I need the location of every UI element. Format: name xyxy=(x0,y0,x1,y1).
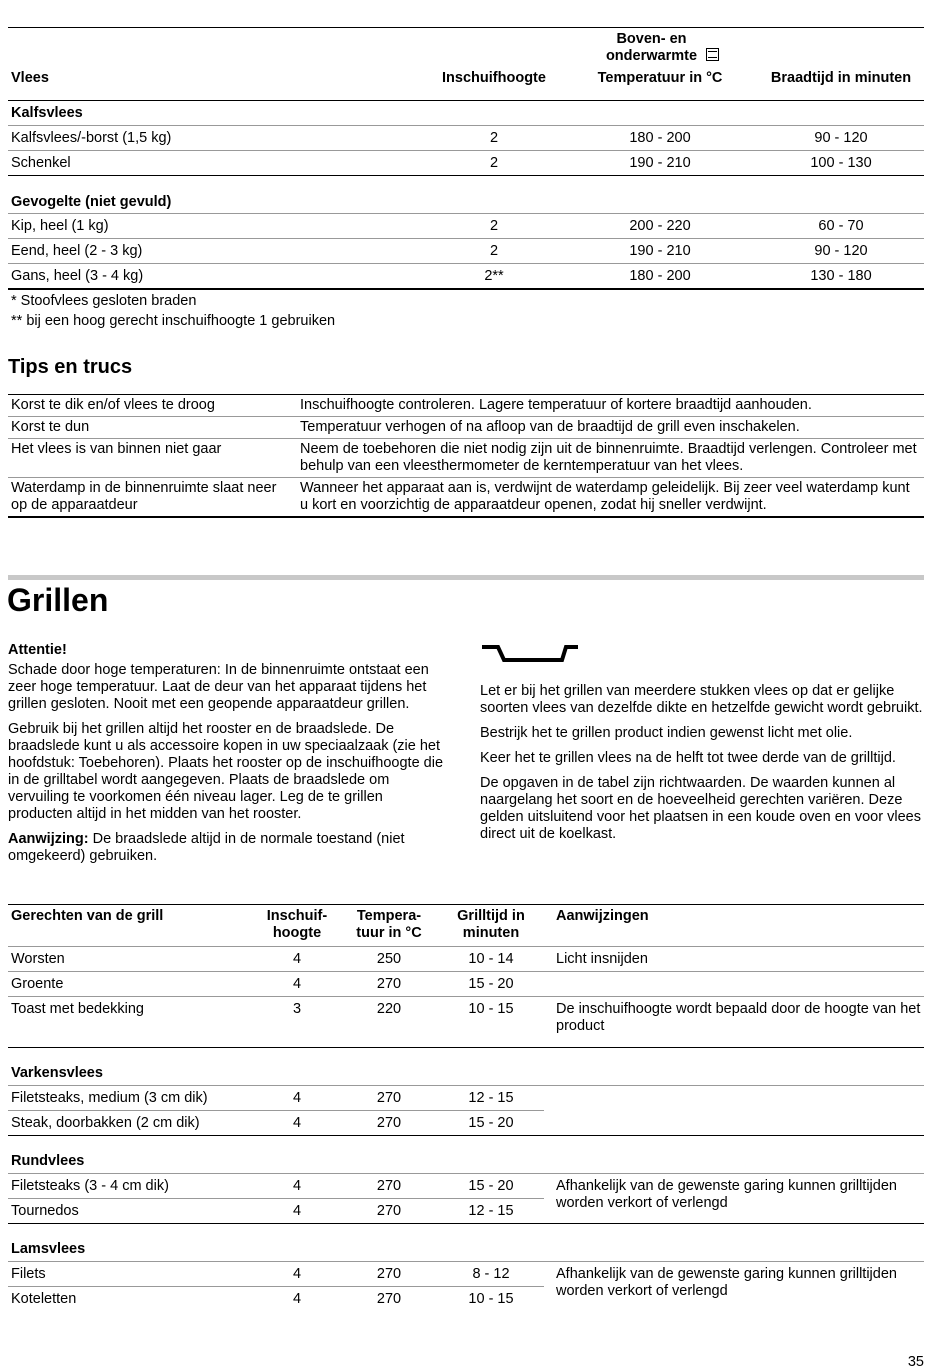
header-group: Boven- en onderwarmte xyxy=(562,28,758,67)
section-title: Lamsvlees xyxy=(8,1224,544,1262)
section-title: Kalfsvlees xyxy=(8,101,924,126)
grillen-heading: Grillen xyxy=(7,582,109,618)
col-grilltijd: Grilltijd in minuten xyxy=(457,908,525,941)
table-row: Steak, doorbakken (2 cm dik) 4 270 15 - 20 xyxy=(8,1111,924,1136)
table-row: Tournedos 4 270 12 - 15 xyxy=(8,1199,924,1224)
section-title: Varkensvlees xyxy=(8,1048,544,1086)
footnote-1: * Stoofvlees gesloten braden xyxy=(11,293,197,309)
section-divider xyxy=(8,575,924,580)
section-title: Gevogelte (niet gevuld) xyxy=(8,176,924,214)
section-title: Rundvlees xyxy=(8,1136,544,1174)
col-inschuifhoogte: Inschuif- hoogte xyxy=(266,908,328,941)
col-inschuifhoogte: Inschuifhoogte xyxy=(442,70,546,86)
table-row: Eend, heel (2 - 3 kg) 2 190 - 210 90 - 120 xyxy=(8,239,924,264)
table-row: Gans, heel (3 - 4 kg) 2** 180 - 200 130 - 180 xyxy=(8,264,924,290)
col-aanwijzingen: Aanwijzingen xyxy=(556,908,649,924)
table-row: Filetsteaks, medium (3 cm dik) 4 270 12 - 15 xyxy=(8,1086,924,1111)
footnote-2: ** bij een hoog gerecht inschuifhoogte 1 gebruiken xyxy=(11,313,336,329)
table-row: Korst te dun Temperatuur verhogen of na afloop van de braadtijd de grill even inschakelen. xyxy=(8,417,924,439)
grillen-left-column xyxy=(8,642,448,873)
tips-table xyxy=(8,394,924,518)
table-row: Koteletten 4 270 10 - 15 xyxy=(11,1290,514,1307)
grillen-tip: De opgaven in de tabel zijn richtwaarden. De waarden kunnen al naargelang het soort en de hoeveelheid gerechten variëren. Deze gelden uitsluitend voor het plaatsen in een koude oven en voor vlees direct uit de koelkast. xyxy=(480,775,921,842)
top-bottom-heat-icon xyxy=(706,48,719,61)
table-row: Kip, heel (1 kg) 2 200 - 220 60 - 70 xyxy=(8,214,924,239)
table-row: Worsten 4 250 10 - 14 Licht insnijden xyxy=(8,947,924,972)
table-row: Waterdamp in de binnenruimte slaat neer op de apparaatdeur Wanneer het apparaat aan is, verdwijnt de waterdamp geleidelijk. Bij zeer veel waterdamp kunt u kort en voorzichtig de apparaatdeur openen, zodat hij sneller verdwijnt. xyxy=(11,480,910,513)
table-row: Toast met bedekking 3 220 10 - 15 De inschuifhoogte wordt bepaald door de hoogte van het product xyxy=(8,997,924,1048)
table-row: Kalfsvlees/-borst (1,5 kg) 2 180 - 200 90 - 120 xyxy=(8,126,924,151)
table-row: Het vlees is van binnen niet gaar Neem de toebehoren die niet nodig zijn uit de binnenruimte. Braadtijd verlengen. Controleer met behulp van een vleesthermometer de kerntemperatuur van het vlees. xyxy=(8,439,924,478)
note-paragraph: Aanwijzing: De braadslede altijd in de normale toestand (niet omgekeerd) gebruiken. xyxy=(8,831,405,864)
table-row: Filetsteaks (3 - 4 cm dik) 4 270 15 - 20 Afhankelijk van de gewenste garing kunnen grilltijden worden verkort of verlengd xyxy=(8,1174,924,1199)
meat-roasting-table xyxy=(8,27,924,290)
grillen-tip: Keer het te grillen vlees na de helft tot twee derde van de grilltijd. xyxy=(480,750,896,766)
col-vlees: Vlees xyxy=(11,70,49,86)
table-row: Groente 4 270 15 - 20 xyxy=(8,972,924,997)
grill-note: Afhankelijk van de gewenste garing kunnen grilltijden worden verkort of verlengd xyxy=(544,1262,924,1312)
grillen-right-column xyxy=(480,642,924,851)
table-row: Schenkel 2 190 - 210 100 - 130 xyxy=(8,151,924,176)
col-gerechten: Gerechten van de grill xyxy=(11,908,164,924)
grillen-tip: Bestrijk het te grillen product indien gewenst licht met olie. xyxy=(480,725,853,741)
table-row: Korst te dik en/of vlees te droog Inschuifhoogte controleren. Lagere temperatuur of kortere braadtijd aanhouden. xyxy=(8,395,924,417)
grill-table xyxy=(8,904,924,1312)
attention-title: Attentie! xyxy=(8,642,67,658)
col-braadtijd: Braadtijd in minuten xyxy=(770,70,912,86)
col-temperatuur: Tempera- tuur in °C xyxy=(356,908,422,941)
grillen-paragraph: Gebruik bij het grillen altijd het rooster en de braadslede. De braadslede kunt u als accessoire kopen in uw speciaalzaak (zie het hoofdstuk: Toebehoren). Plaats het rooster op de inschuifhoogte die in de grilltabel wordt aangegeven. Plaats de braadslede om vervuiling te voorkomen één niveau lager. Leg de te grillen producten altijd in het midden van het rooster. xyxy=(8,721,444,822)
table-row: Filets 4 270 8 - 12 Afhankelijk van de gewenste garing kunnen grilltijden worden verkort of verlengd xyxy=(8,1262,924,1287)
grill-heating-icon xyxy=(480,642,580,664)
grillen-tip: Let er bij het grillen van meerdere stukken vlees op dat er gelijke soorten vlees van dezelfde dikte en hetzelfde gewicht wordt gebruikt. xyxy=(480,683,923,716)
page-number: 35 xyxy=(907,1354,924,1370)
tips-heading: Tips en trucs xyxy=(8,356,133,378)
grill-note: Afhankelijk van de gewenste garing kunnen grilltijden worden verkort of verlengd xyxy=(544,1174,924,1224)
col-temperatuur: Temperatuur in °C xyxy=(597,70,723,86)
attention-text: Schade door hoge temperaturen: In de binnenruimte ontstaat een zeer hoge temperatuur. Laat de deur van het apparaat tijdens het grillen gesloten. Nooit met een geopende apparaatdeur grillen. xyxy=(8,662,429,712)
